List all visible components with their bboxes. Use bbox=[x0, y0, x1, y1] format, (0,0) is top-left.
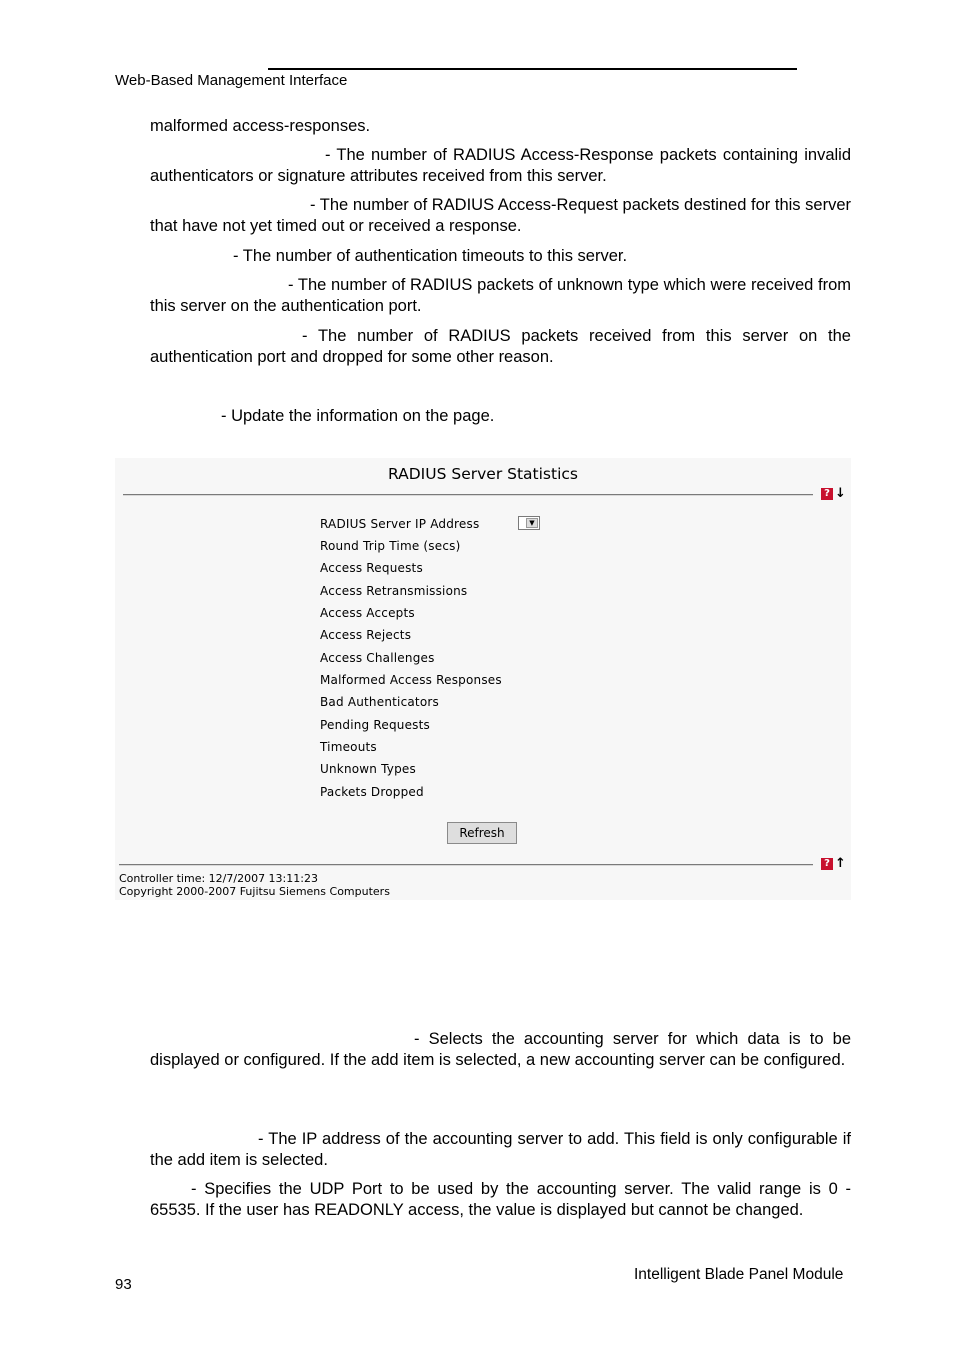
top-divider bbox=[123, 494, 813, 496]
controller-time: Controller time: 12/7/2007 13:11:23 bbox=[119, 872, 318, 885]
stat-label-pending-requests: Pending Requests bbox=[320, 718, 430, 732]
stat-label-server-ip: RADIUS Server IP Address bbox=[320, 517, 480, 531]
stat-label-timeouts: Timeouts bbox=[320, 740, 377, 754]
stat-label-access-challenges: Access Challenges bbox=[320, 651, 435, 665]
refresh-button[interactable]: Refresh bbox=[447, 822, 517, 844]
footer-product-title: Intelligent Blade Panel Module bbox=[634, 1266, 844, 1283]
bottom-divider bbox=[119, 864, 813, 866]
paragraph-timeouts: - The number of authentication timeouts to this server. bbox=[233, 247, 628, 265]
stat-label-access-requests: Access Requests bbox=[320, 561, 423, 575]
paragraph-packets-dropped: - The number of RADIUS packets received from this server on the authentication port and dropped for some other reason. bbox=[150, 327, 851, 366]
stat-label-access-retransmissions: Access Retransmissions bbox=[320, 584, 468, 598]
stat-label-round-trip: Round Trip Time (secs) bbox=[320, 539, 461, 553]
help-icon[interactable]: ? bbox=[821, 858, 833, 870]
stat-label-packets-dropped: Packets Dropped bbox=[320, 785, 424, 799]
chevron-down-icon: ▼ bbox=[526, 518, 538, 528]
paragraph-bad-authenticators: - The number of RADIUS Access-Response packets containing invalid authenticators or signature attributes received from this server. bbox=[150, 146, 851, 185]
stat-label-access-rejects: Access Rejects bbox=[320, 628, 412, 642]
paragraph-ip-address: - The IP address of the accounting server to add. This field is only configurable if the add item is selected. bbox=[150, 1130, 851, 1169]
arrow-up-icon[interactable]: ↑ bbox=[835, 856, 846, 871]
paragraph-accounting-server: - Selects the accounting server for which data is to be displayed or configured. If the add item is selected, a new accounting server can be configured. bbox=[150, 1030, 851, 1069]
stat-label-unknown-types: Unknown Types bbox=[320, 762, 416, 776]
stat-label-malformed: Malformed Access Responses bbox=[320, 673, 502, 687]
header-rule bbox=[268, 68, 797, 70]
paragraph-unknown-types: - The number of RADIUS packets of unknown type which were received from this server on the authentication port. bbox=[150, 276, 851, 315]
header-title: Web-Based Management Interface bbox=[115, 72, 348, 89]
help-icon[interactable]: ? bbox=[821, 488, 833, 500]
stat-label-bad-authenticators: Bad Authenticators bbox=[320, 695, 439, 709]
stat-label-access-accepts: Access Accepts bbox=[320, 606, 415, 620]
paragraph-refresh: - Update the information on the page. bbox=[221, 407, 495, 425]
panel-title: RADIUS Server Statistics bbox=[388, 465, 578, 483]
page-number: 93 bbox=[115, 1276, 132, 1293]
copyright: Copyright 2000-2007 Fujitsu Siemens Computers bbox=[119, 885, 390, 898]
server-ip-select[interactable] bbox=[518, 516, 540, 530]
paragraph-malformed: malformed access-responses. bbox=[150, 117, 371, 135]
paragraph-port: - Specifies the UDP Port to be used by the accounting server. The valid range is 0 - 65535. If the user has READONLY access, the value is displayed but cannot be changed. bbox=[150, 1180, 851, 1219]
arrow-down-icon[interactable]: ↓ bbox=[835, 486, 846, 501]
paragraph-pending-requests: - The number of RADIUS Access-Request packets destined for this server that have not yet timed out or received a response. bbox=[150, 196, 851, 235]
screenshot-panel bbox=[115, 458, 851, 900]
